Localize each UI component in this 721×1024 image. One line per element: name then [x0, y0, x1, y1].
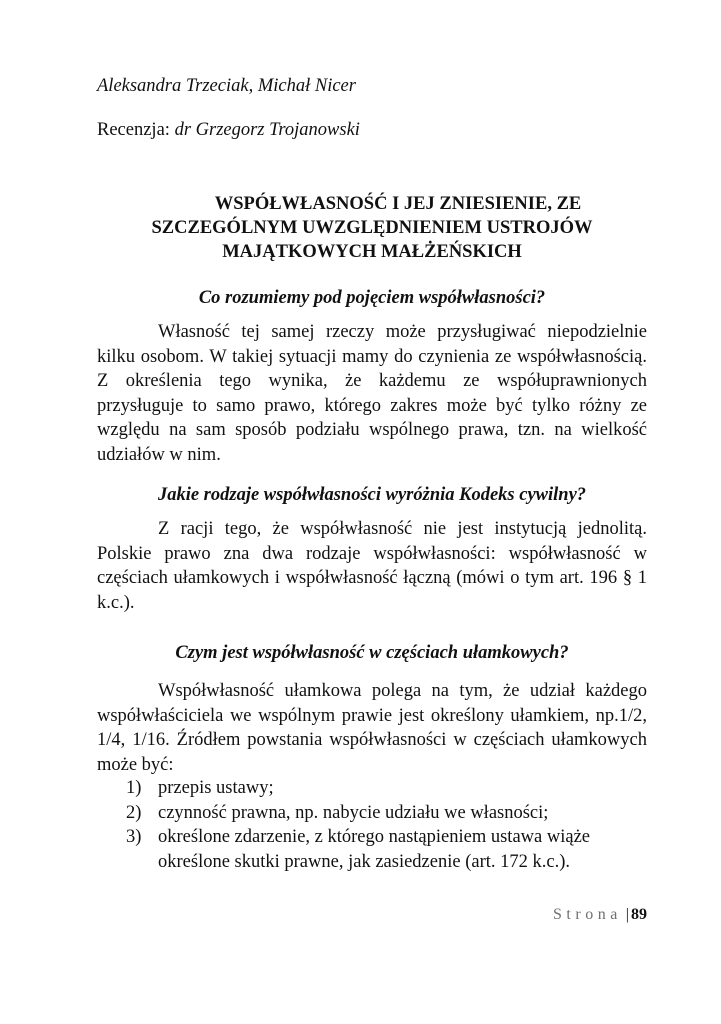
list-item-number: 1)	[126, 778, 142, 798]
list-item-text: czynność prawna, np. nabycie udziału we własności;	[158, 802, 549, 823]
page-number: 89	[631, 906, 647, 923]
sources-list	[97, 776, 647, 874]
section-2-paragraph: Z racji tego, że współwłasność nie jest instytucją jednolitą. Polskie prawo zna dwa rodzaje współwłasności: współwłasność w częściach ułamkowych i współwłasność łączną (mówi o tym art. 196 § 1 k.c.).	[97, 519, 647, 613]
list-item	[97, 776, 647, 801]
page-footer	[553, 905, 647, 925]
footer-separator: |	[625, 906, 629, 923]
title-line-3: MAJĄTKOWYCH MAŁŻEŃSKICH	[222, 242, 522, 262]
document-page	[97, 0, 647, 1024]
list-item	[97, 801, 647, 826]
list-item-text: określone zdarzenie, z którego nastąpieniem ustawa wiąże określone skutki prawne, jak zasiedzenie (art. 172 k.c.).	[158, 827, 590, 872]
section-2-heading: Jakie rodzaje współwłasności wyróżnia Kodeks cywilny?	[157, 485, 587, 505]
title-line-2: SZCZEGÓLNYM UWZGLĘDNIENIEM USTROJÓW	[151, 218, 593, 238]
footer-label: Strona	[553, 906, 622, 923]
review-line	[97, 118, 360, 142]
authors: Aleksandra Trzeciak, Michał Nicer	[97, 76, 356, 96]
list-item-number: 2)	[126, 802, 142, 823]
list-item	[97, 825, 647, 874]
section-1-heading: Co rozumiemy pod pojęciem współwłasności?	[198, 288, 546, 308]
list-item-text: przepis ustawy;	[158, 778, 274, 798]
reviewer-name: dr Grzegorz Trojanowski	[174, 120, 360, 140]
section-3-heading: Czym jest współwłasność w częściach ułamkowych?	[175, 643, 569, 663]
review-label: Recenzja:	[97, 120, 170, 140]
list-item-number: 3)	[126, 827, 142, 848]
section-1-paragraph: Własność tej samej rzeczy może przysługiwać niepodzielnie kilku osobom. W takiej sytuacji mamy do czynienia ze współwłasnością. Z określenia tego wynika, że każdemu ze współuprawnionych przysługuje to samo prawo, którego zakres może być tylko różny ze względu na sam sposób podziału wspólnego prawa, tzn. na wielkość udziałów w nim.	[97, 322, 647, 465]
title-line-1: WSPÓŁWŁASNOŚĆ I JEJ ZNIESIENIE, ZE	[214, 194, 582, 214]
section-3-paragraph: Współwłasność ułamkowa polega na tym, że udział każdego współwłaściciela we wspólnym prawie jest określony ułamkiem, np.1/2, 1/4, 1/16. Źródłem powstania współwłasności w częściach ułamkowych może być:	[97, 681, 647, 775]
